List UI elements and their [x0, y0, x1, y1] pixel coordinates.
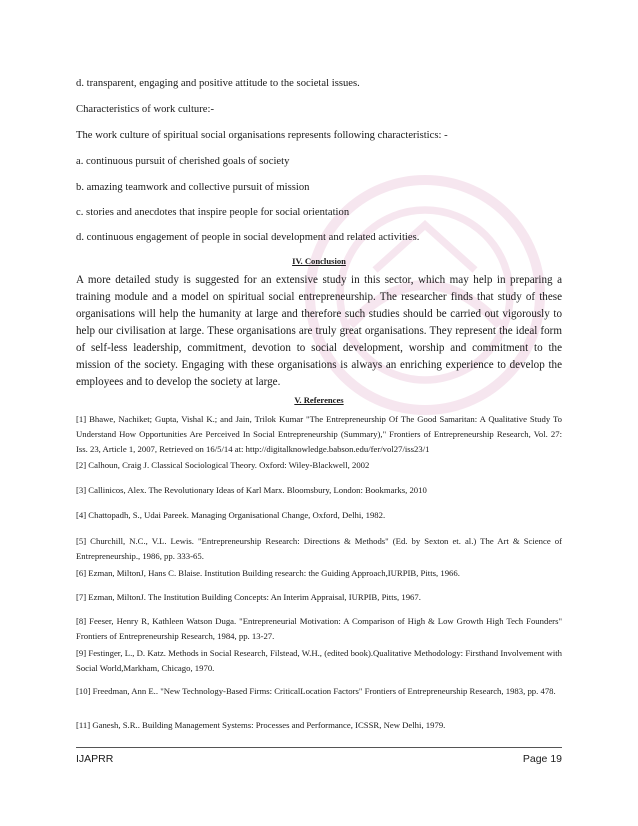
page-footer: [76, 747, 562, 765]
reference-item: [10] Freedman, Ann E.. "New Technology-Based Firms: CriticalLocation Factors" Frontiers of Entrepreneurship Research, 1983, pp. 478.: [76, 686, 556, 696]
body-line: a. continuous pursuit of cherished goals of society: [76, 156, 290, 167]
reference-item: [3] Callinicos, Alex. The Revolutionary Ideas of Karl Marx. Bloomsbury, London: Bookmarks, 2010: [76, 485, 427, 495]
reference-item: [2] Calhoun, Craig J. Classical Sociological Theory. Oxford: Wiley-Blackwell, 2002: [76, 460, 370, 470]
body-line: The work culture of spiritual social organisations represents following characteristics: -: [76, 130, 448, 141]
body-line: Characteristics of work culture:-: [76, 104, 215, 115]
references-heading: V. References: [294, 395, 344, 405]
reference-item: [6] Ezman, MiltonJ, Hans C. Blaise. Institution Building research: the Guiding Approach,IURPIB, Pitts, 1966.: [76, 568, 460, 578]
footer-journal-name: IJAPRR: [76, 753, 114, 765]
body-line: d. continuous engagement of people in social development and related activities.: [76, 232, 420, 243]
body-line: b. amazing teamwork and collective pursuit of mission: [76, 182, 310, 193]
reference-item: [7] Ezman, MiltonJ. The Institution Building Concepts: An Interim Appraisal, IURPIB, Pitts, 1967.: [76, 592, 421, 602]
reference-item: [11] Ganesh, S.R.. Building Management Systems: Processes and Performance, ICSSR, New Delhi, 1979.: [76, 720, 446, 730]
reference-item: [8] Feeser, Henry R, Kathleen Watson Duga. "Entrepreneurial Motivation: A Comparison of High & Low Growth High Tech Founders" Frontiers of Entrepreneurship Research, 1984, pp. 13-27.: [76, 616, 562, 641]
conclusion-paragraph: A more detailed study is suggested for an extensive study in this sector, which may help in preparing a training module and a model on spiritual social entrepreneurship. The researcher finds that study of these organisations will help the humanity at large and therefore such studies should be carried out vigorously to help our civilisation at large. These organisations are truly great organisations. They represent the ideal form of self-less leadership, commitment, devotion to social development, worship and commitment to the mission of the society. Engaging with these organisations is always an enriching experience to develop the employees and to develop the society at large.: [76, 274, 562, 388]
reference-item: [4] Chattopadh, S., Udai Pareek. Managing Organisational Change, Oxford, Delhi, 1982.: [76, 510, 386, 520]
conclusion-heading: IV. Conclusion: [292, 256, 346, 266]
reference-item: [9] Festinger, L., D. Katz. Methods in Social Research, Filstead, W.H., (edited book).Qualitative Methodology: Firsthand Involvement with Social World,Markham, Chicago, 1970.: [76, 648, 562, 673]
reference-item: [1] Bhawe, Nachiket; Gupta, Vishal K.; and Jain, Trilok Kumar "The Entrepreneurship Of The Good Samaritan: A Qualitative Study To Understand How Opportunities Are Perceived In Social Entrepreneurship (Summary)," Frontiers of Entrepreneurship Research, Vol. 27: Iss. 23, Article 1, 2007, Retrieved on 16/5/14 at: http://digitalknowledge.babson.edu/fer/vol27/iss23/1: [76, 414, 562, 454]
body-line: d. transparent, engaging and positive attitude to the societal issues.: [76, 78, 360, 89]
body-line: c. stories and anecdotes that inspire people for social orientation: [76, 207, 350, 218]
footer-page-number: Page 19: [522, 753, 562, 765]
footer-divider: [76, 747, 562, 748]
reference-item: [5] Churchill, N.C., V.L. Lewis. "Entrepreneurship Research: Directions & Methods" (Ed. by Sexton et. al.) The Art & Science of Entrepreneurship., 1986, pp. 333-65.: [76, 536, 562, 561]
